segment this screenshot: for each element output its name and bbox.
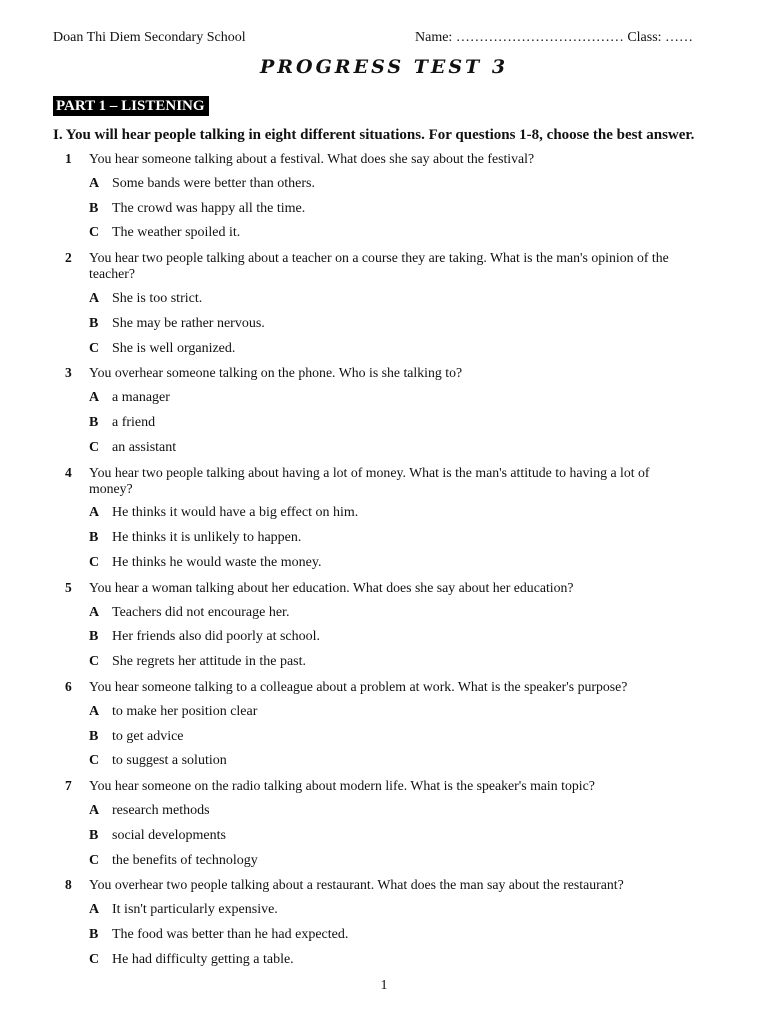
option-text: to get advice — [112, 728, 184, 744]
option-text: He thinks it is unlikely to happen. — [112, 530, 302, 546]
option-text: to make her position clear — [112, 703, 258, 719]
option-letter: B — [89, 629, 99, 645]
answer-option-b — [0, 729, 768, 745]
question-stem — [0, 250, 689, 282]
answer-options — [0, 176, 768, 242]
option-letter: B — [89, 414, 99, 430]
answer-options — [0, 605, 768, 671]
option-letter: B — [89, 530, 99, 546]
question-8 — [0, 877, 768, 967]
option-text: He thinks it would have a big effect on him. — [112, 505, 359, 521]
option-text: Her friends also did poorly at school. — [112, 629, 321, 645]
answer-option-c — [0, 952, 768, 968]
answer-option-a — [0, 902, 768, 918]
option-letter: C — [89, 951, 100, 967]
question-text: You hear someone on the radio talking about modern life. What is the speaker's main topic? — [89, 778, 595, 794]
option-letter: B — [89, 315, 99, 331]
answer-option-a — [0, 505, 768, 521]
answer-option-b — [0, 828, 768, 844]
question-stem — [0, 365, 689, 381]
question-number: 3 — [65, 365, 72, 381]
question-stem — [0, 580, 689, 596]
answer-options — [0, 803, 768, 869]
option-letter: A — [89, 703, 100, 719]
answer-option-c — [0, 555, 768, 571]
option-letter: A — [89, 902, 100, 918]
option-text: Teachers did not encourage her. — [112, 604, 290, 620]
option-text: The crowd was happy all the time. — [112, 200, 306, 216]
question-stem — [0, 778, 689, 794]
question-stem — [0, 465, 689, 497]
option-text: the benefits of technology — [112, 852, 258, 868]
page-number: 1 — [380, 978, 388, 993]
option-letter: A — [89, 505, 100, 521]
answer-option-a — [0, 704, 768, 720]
option-letter: C — [89, 439, 100, 455]
option-text: She may be rather nervous. — [112, 315, 265, 331]
section-instruction: I. You will hear people talking in eight different situations. For questions 1-8, choose the best answer. — [53, 127, 695, 143]
test-title: PROGRESS TEST 3 — [259, 56, 509, 78]
option-text: an assistant — [112, 439, 177, 455]
option-text: She regrets her attitude in the past. — [112, 654, 306, 670]
answer-option-b — [0, 927, 768, 943]
option-text: research methods — [112, 802, 210, 818]
question-number: 6 — [65, 678, 72, 694]
question-number: 8 — [65, 877, 72, 893]
option-letter: A — [89, 390, 100, 406]
option-letter: C — [89, 225, 100, 241]
question-text: You hear someone talking to a colleague about a problem at work. What is the speaker's purpose? — [89, 678, 628, 694]
question-number: 1 — [65, 151, 72, 166]
answer-option-a — [0, 176, 768, 192]
question-text: You hear a woman talking about her education. What does she say about her education? — [89, 579, 574, 595]
option-letter: B — [89, 926, 99, 942]
option-text: She is too strict. — [112, 290, 203, 306]
answer-options — [0, 505, 768, 571]
option-text: Some bands were better than others. — [112, 175, 315, 191]
option-text: social developments — [112, 827, 226, 843]
option-text: She is well organized. — [112, 340, 236, 356]
answer-option-b — [0, 316, 768, 332]
option-text: a friend — [112, 414, 156, 430]
answer-option-c — [0, 753, 768, 769]
option-letter: C — [89, 340, 100, 356]
answer-option-a — [0, 390, 768, 406]
option-letter: C — [89, 753, 100, 769]
question-text: You overhear two people talking about a restaurant. What does the man say about the restaurant? — [89, 877, 624, 893]
answer-option-b — [0, 201, 768, 217]
answer-option-c — [0, 440, 768, 456]
question-number: 7 — [65, 778, 72, 794]
option-text: The weather spoiled it. — [112, 225, 241, 241]
question-stem — [0, 877, 689, 893]
answer-option-a — [0, 291, 768, 307]
question-6 — [0, 679, 768, 769]
question-list — [0, 151, 768, 968]
question-text: You hear two people talking about a teacher on a course they are taking. What is the man's opinion of the teacher? — [89, 250, 669, 282]
option-text: He had difficulty getting a table. — [112, 951, 294, 967]
answer-options — [0, 704, 768, 770]
option-letter: C — [89, 654, 100, 670]
question-number: 5 — [65, 579, 72, 595]
answer-option-c — [0, 853, 768, 869]
answer-option-a — [0, 803, 768, 819]
option-letter: B — [89, 200, 99, 216]
question-2 — [0, 250, 768, 356]
option-letter: B — [89, 827, 99, 843]
question-7 — [0, 778, 768, 868]
option-letter: A — [89, 175, 100, 191]
answer-option-c — [0, 341, 768, 357]
option-text: a manager — [112, 390, 170, 406]
option-letter: B — [89, 728, 99, 744]
question-4 — [0, 465, 768, 571]
option-text: The food was better than he had expected. — [112, 926, 349, 942]
question-number: 2 — [65, 250, 72, 266]
question-1 — [0, 151, 768, 241]
option-text: He thinks he would waste the money. — [112, 554, 322, 570]
question-number: 4 — [65, 464, 72, 480]
question-stem — [0, 679, 689, 695]
part-label: PART 1 – LISTENING — [53, 96, 209, 116]
option-letter: A — [89, 802, 100, 818]
answer-option-b — [0, 530, 768, 546]
answer-options — [0, 902, 768, 968]
option-letter: C — [89, 554, 100, 570]
answer-options — [0, 390, 768, 456]
question-stem — [0, 151, 689, 167]
option-letter: A — [89, 290, 100, 306]
option-text: to suggest a solution — [112, 753, 227, 769]
question-text: You hear someone talking about a festival. What does she say about the festival? — [89, 151, 535, 166]
answer-option-a — [0, 605, 768, 621]
question-text: You hear two people talking about having a lot of money. What is the man's attitude to having a lot of money? — [89, 464, 650, 496]
question-5 — [0, 580, 768, 670]
name-class-fields: Name: ……………………………… Class: …… — [415, 30, 694, 45]
page-header — [53, 30, 732, 48]
answer-option-c — [0, 654, 768, 670]
option-letter: C — [89, 852, 100, 868]
question-3 — [0, 365, 768, 455]
answer-options — [0, 291, 768, 357]
answer-option-c — [0, 225, 768, 241]
school-name: Doan Thi Diem Secondary School — [53, 30, 246, 45]
question-text: You overhear someone talking on the phone. Who is she talking to? — [89, 365, 463, 381]
answer-option-b — [0, 629, 768, 645]
option-letter: A — [89, 604, 100, 620]
answer-option-b — [0, 415, 768, 431]
option-text: It isn't particularly expensive. — [112, 902, 278, 918]
